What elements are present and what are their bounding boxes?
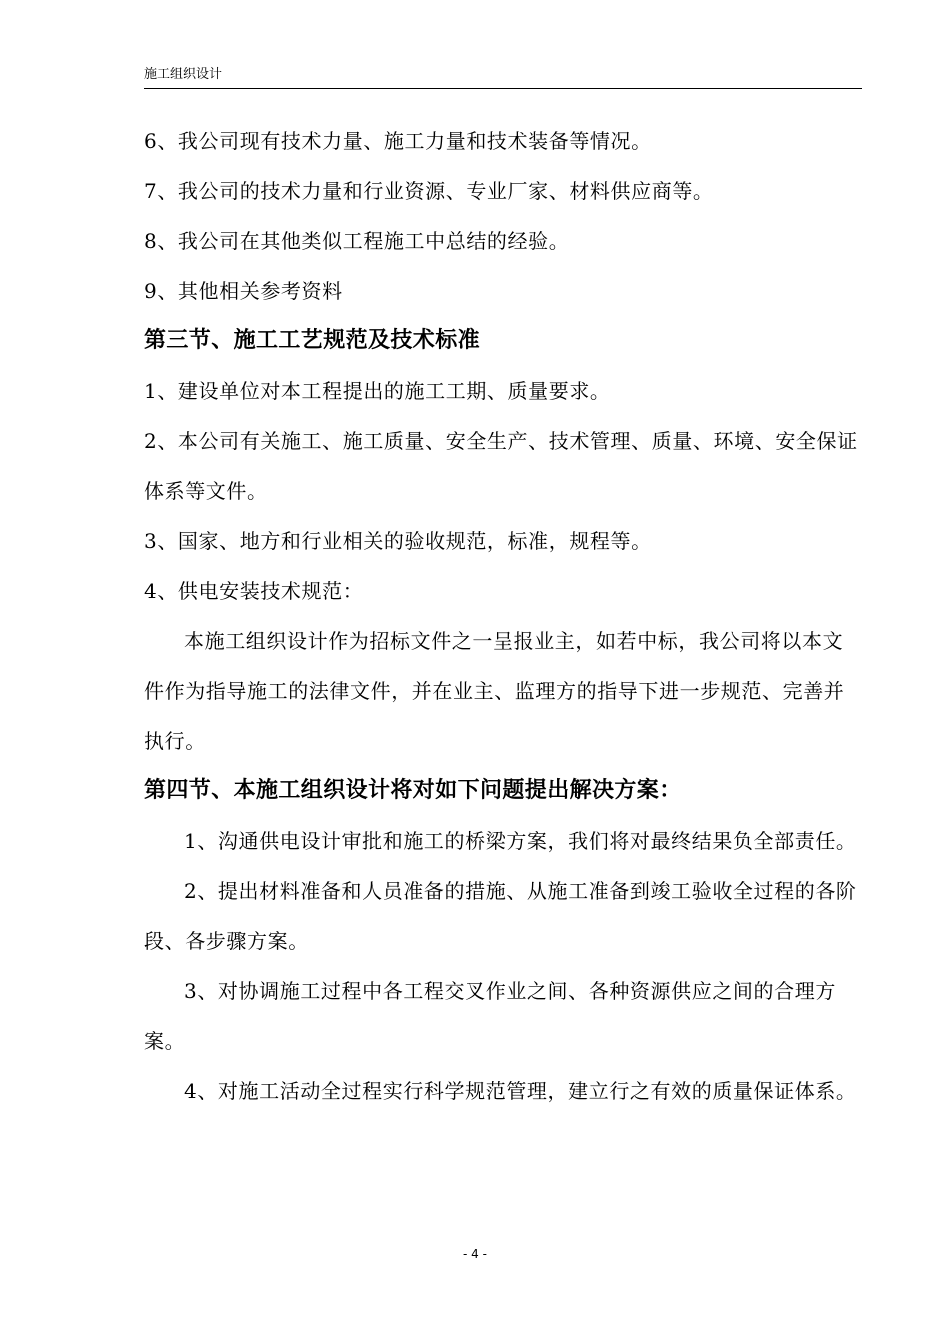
section3-item-4: 4、供电安装技术规范：	[144, 579, 364, 603]
section4-item-2: 2、提出材料准备和人员准备的措施、从施工准备到竣工验收全过程的各阶段、各步骤方案。	[144, 879, 857, 953]
section-heading-4: 第四节、本施工组织设计将对如下问题提出解决方案：	[144, 778, 682, 803]
section4-item-1: 1、沟通供电设计审批和施工的桥梁方案，我们将对最终结果负全部责任。	[184, 829, 857, 853]
section-heading-3: 第三节、施工工艺规范及技术标准	[144, 328, 481, 353]
paragraph-7: 7、我公司的技术力量和行业资源、专业厂家、材料供应商等。	[144, 179, 714, 203]
section3-item-3: 3、国家、地方和行业相关的验收规范，标准，规程等。	[144, 529, 652, 553]
paragraph-9: 9、其他相关参考资料	[144, 279, 343, 303]
header-title: 施工组织设计	[144, 67, 223, 82]
section3-item-1: 1、建设单位对本工程提出的施工工期、质量要求。	[144, 379, 611, 403]
section4-item-3: 3、对协调施工过程中各工程交叉作业之间、各种资源供应之间的合理方案。	[144, 979, 836, 1053]
page-number: - 4 -	[463, 1247, 487, 1261]
section3-item-2: 2、本公司有关施工、施工质量、安全生产、技术管理、质量、环境、安全保证体系等文件。	[144, 429, 858, 503]
section3-summary: 本施工组织设计作为招标文件之一呈报业主，如若中标，我公司将以本文件作为指导施工的法律文件，并在业主、监理方的指导下进一步规范、完善并执行。	[144, 629, 845, 753]
page-header	[144, 66, 862, 89]
paragraph-6: 6、我公司现有技术力量、施工力量和技术装备等情况。	[144, 129, 652, 153]
paragraph-8: 8、我公司在其他类似工程施工中总结的经验。	[144, 229, 570, 253]
document-body	[144, 116, 862, 1116]
section4-item-4: 4、对施工活动全过程实行科学规范管理，建立行之有效的质量保证体系。	[184, 1079, 857, 1103]
